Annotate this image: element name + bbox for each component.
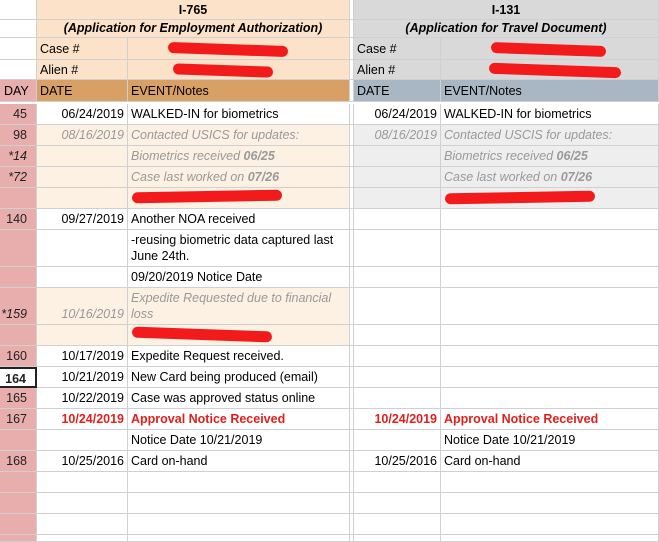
right-event-cell[interactable] [441, 209, 659, 230]
redaction-mark [168, 42, 288, 57]
right-date-cell[interactable] [354, 288, 441, 325]
left-event-cell[interactable] [128, 325, 350, 346]
left-date-cell[interactable]: 10/21/2019 [37, 367, 128, 388]
table-row [0, 267, 659, 288]
right-form-subtitle[interactable]: (Application for Travel Document) [354, 20, 659, 38]
right-date-cell[interactable] [354, 167, 441, 188]
corner-cell[interactable] [0, 0, 37, 20]
table-row [0, 146, 659, 167]
left-event-cell[interactable] [128, 167, 350, 188]
left-event-cell[interactable]: New Card being produced (email) [128, 367, 350, 388]
right-date-cell[interactable]: 10/25/2016 [354, 451, 441, 472]
left-date-cell[interactable]: 10/25/2016 [37, 451, 128, 472]
empty-row [0, 493, 659, 514]
right-event-cell[interactable] [441, 146, 659, 167]
left-event-cell[interactable] [128, 472, 350, 493]
right-event-cell[interactable]: Contacted USCIS for updates: [441, 125, 659, 146]
table-row [0, 125, 659, 146]
left-event-cell[interactable]: Case was approved status online [128, 388, 350, 409]
left-date-cell[interactable] [37, 493, 128, 514]
table-row [0, 409, 659, 430]
case-row [0, 38, 659, 60]
right-event-cell[interactable]: Approval Notice Received [441, 409, 659, 430]
right-event-cell[interactable] [441, 514, 659, 535]
left-event-cell[interactable] [128, 535, 350, 542]
table-row [0, 209, 659, 230]
table-row [0, 346, 659, 367]
day-header[interactable]: DAY [0, 80, 37, 102]
table-row [0, 104, 659, 125]
right-event-cell[interactable]: Card on-hand [441, 451, 659, 472]
right-case-value[interactable] [441, 38, 659, 60]
right-alien-label[interactable]: Alien # [354, 60, 441, 80]
left-date-cell[interactable] [37, 472, 128, 493]
left-event-cell[interactable] [128, 493, 350, 514]
left-date-cell[interactable] [37, 430, 128, 451]
event-date-bold: 07/26 [560, 170, 593, 184]
redaction-mark [489, 63, 621, 79]
left-date-cell[interactable] [37, 514, 128, 535]
right-date-cell[interactable] [354, 146, 441, 167]
left-date-cell[interactable] [37, 146, 128, 167]
row-cell[interactable] [0, 60, 37, 80]
left-event-cell[interactable]: WALKED-IN for biometrics [128, 104, 350, 125]
left-case-value[interactable] [128, 38, 350, 60]
day-cell[interactable] [0, 325, 37, 346]
right-event-cell[interactable] [441, 388, 659, 409]
right-event-cell[interactable]: Notice Date 10/21/2019 [441, 430, 659, 451]
column-header-row [0, 80, 659, 102]
right-event-cell[interactable] [441, 188, 659, 209]
left-date-cell[interactable] [37, 325, 128, 346]
event-text: Biometrics received [444, 149, 557, 163]
left-form-subtitle[interactable]: (Application for Employment Authorization) [37, 20, 350, 38]
left-date-cell[interactable] [37, 535, 128, 542]
event-text: Biometrics received [131, 149, 244, 163]
title-row-subtitle [0, 20, 659, 38]
left-event-cell[interactable]: Expedite Requested due to financial loss [128, 288, 350, 325]
day-cell[interactable]: 45 [0, 104, 37, 125]
right-date-cell[interactable] [354, 230, 441, 267]
left-date-cell[interactable]: 09/27/2019 [37, 209, 128, 230]
right-event-header[interactable]: EVENT/Notes [441, 80, 659, 102]
table-row [0, 188, 659, 209]
right-date-cell[interactable] [354, 367, 441, 388]
left-event-cell[interactable] [128, 146, 350, 167]
empty-row [0, 535, 659, 542]
redaction-mark [491, 42, 606, 57]
day-cell[interactable] [0, 188, 37, 209]
left-event-cell[interactable]: Notice Date 10/21/2019 [128, 430, 350, 451]
left-date-cell[interactable] [37, 267, 128, 288]
left-event-cell[interactable]: Contacted USICS for updates: [128, 125, 350, 146]
day-cell[interactable] [0, 230, 37, 267]
redaction-mark [173, 63, 273, 77]
left-date-cell[interactable]: 10/22/2019 [37, 388, 128, 409]
left-event-cell[interactable]: Card on-hand [128, 451, 350, 472]
day-cell[interactable] [0, 472, 37, 493]
row-cell[interactable] [0, 38, 37, 60]
left-date-cell[interactable]: 10/16/2019 [37, 288, 128, 325]
right-date-cell[interactable] [354, 346, 441, 367]
row-cell[interactable] [0, 20, 37, 38]
right-event-cell[interactable]: WALKED-IN for biometrics [441, 104, 659, 125]
left-event-cell[interactable]: Approval Notice Received [128, 409, 350, 430]
left-date-cell[interactable]: 10/17/2019 [37, 346, 128, 367]
event-date-bold: 06/25 [243, 149, 275, 163]
right-date-cell[interactable] [354, 493, 441, 514]
right-date-cell[interactable]: 10/24/2019 [354, 409, 441, 430]
day-cell[interactable] [0, 430, 37, 451]
left-event-header[interactable]: EVENT/Notes [128, 80, 350, 102]
day-cell[interactable] [0, 267, 37, 288]
right-date-cell[interactable] [354, 535, 441, 542]
right-date-cell[interactable]: 08/16/2019 [354, 125, 441, 146]
day-cell[interactable]: *14 [0, 146, 37, 167]
day-cell[interactable]: 167 [0, 409, 37, 430]
right-event-cell[interactable] [441, 267, 659, 288]
table-row [0, 430, 659, 451]
day-cell[interactable]: 165 [0, 388, 37, 409]
right-event-cell[interactable] [441, 167, 659, 188]
day-cell[interactable]: *72 [0, 167, 37, 188]
day-cell[interactable] [0, 514, 37, 535]
day-cell[interactable]: 160 [0, 346, 37, 367]
left-date-cell[interactable]: 10/24/2019 [37, 409, 128, 430]
right-date-cell[interactable] [354, 188, 441, 209]
empty-row [0, 514, 659, 535]
right-event-cell[interactable] [441, 325, 659, 346]
day-cell[interactable]: *159 [0, 288, 37, 325]
left-date-header[interactable]: DATE [37, 80, 128, 102]
left-alien-value[interactable] [128, 60, 350, 80]
left-date-cell[interactable] [37, 230, 128, 267]
redaction-mark [132, 190, 282, 204]
day-cell[interactable]: 140 [0, 209, 37, 230]
left-event-cell[interactable] [128, 514, 350, 535]
left-alien-label[interactable]: Alien # [37, 60, 128, 80]
left-event-cell[interactable]: Another NOA received [128, 209, 350, 230]
right-event-cell[interactable] [441, 230, 659, 267]
table-row [0, 367, 659, 388]
left-date-cell[interactable] [37, 188, 128, 209]
right-alien-value[interactable] [441, 60, 659, 80]
right-date-cell[interactable] [354, 267, 441, 288]
event-text: Case last worked on [131, 170, 248, 184]
right-date-cell[interactable] [354, 388, 441, 409]
left-event-cell[interactable]: 09/20/2019 Notice Date [128, 267, 350, 288]
right-date-cell[interactable] [354, 472, 441, 493]
left-event-cell[interactable] [128, 188, 350, 209]
right-event-cell[interactable] [441, 493, 659, 514]
left-date-cell[interactable]: 08/16/2019 [37, 125, 128, 146]
table-row [0, 167, 659, 188]
empty-row [0, 472, 659, 493]
table-row [0, 288, 659, 325]
day-cell[interactable] [0, 493, 37, 514]
right-date-cell[interactable] [354, 430, 441, 451]
right-event-cell[interactable] [441, 472, 659, 493]
left-date-cell[interactable] [37, 167, 128, 188]
redaction-mark [132, 327, 272, 343]
day-cell-selected[interactable]: 164 [0, 367, 37, 388]
redaction-mark [445, 191, 595, 205]
right-event-cell[interactable] [441, 367, 659, 388]
day-cell[interactable]: 98 [0, 125, 37, 146]
left-date-cell[interactable]: 06/24/2019 [37, 104, 128, 125]
day-cell[interactable] [0, 535, 37, 542]
right-date-cell[interactable] [354, 209, 441, 230]
alien-row [0, 60, 659, 80]
right-event-cell[interactable] [441, 346, 659, 367]
table-row [0, 230, 659, 267]
left-form-code[interactable]: I-765 [37, 0, 350, 20]
right-date-header[interactable]: DATE [354, 80, 441, 102]
event-text: Case last worked on [444, 170, 561, 184]
day-cell[interactable]: 168 [0, 451, 37, 472]
right-event-cell[interactable] [441, 288, 659, 325]
left-case-label[interactable]: Case # [37, 38, 128, 60]
right-date-cell[interactable]: 06/24/2019 [354, 104, 441, 125]
right-date-cell[interactable] [354, 514, 441, 535]
left-event-cell[interactable]: -reusing biometric data captured last June 24th. [128, 230, 350, 267]
right-case-label[interactable]: Case # [354, 38, 441, 60]
right-event-cell[interactable] [441, 535, 659, 542]
event-date-bold: 06/25 [556, 149, 588, 163]
table-row [0, 451, 659, 472]
right-date-cell[interactable] [354, 325, 441, 346]
table-row [0, 388, 659, 409]
right-form-code[interactable]: I-131 [354, 0, 659, 20]
event-date-bold: 07/26 [247, 170, 280, 184]
left-event-cell[interactable]: Expedite Request received. [128, 346, 350, 367]
table-row [0, 325, 659, 346]
title-row-code [0, 0, 659, 20]
